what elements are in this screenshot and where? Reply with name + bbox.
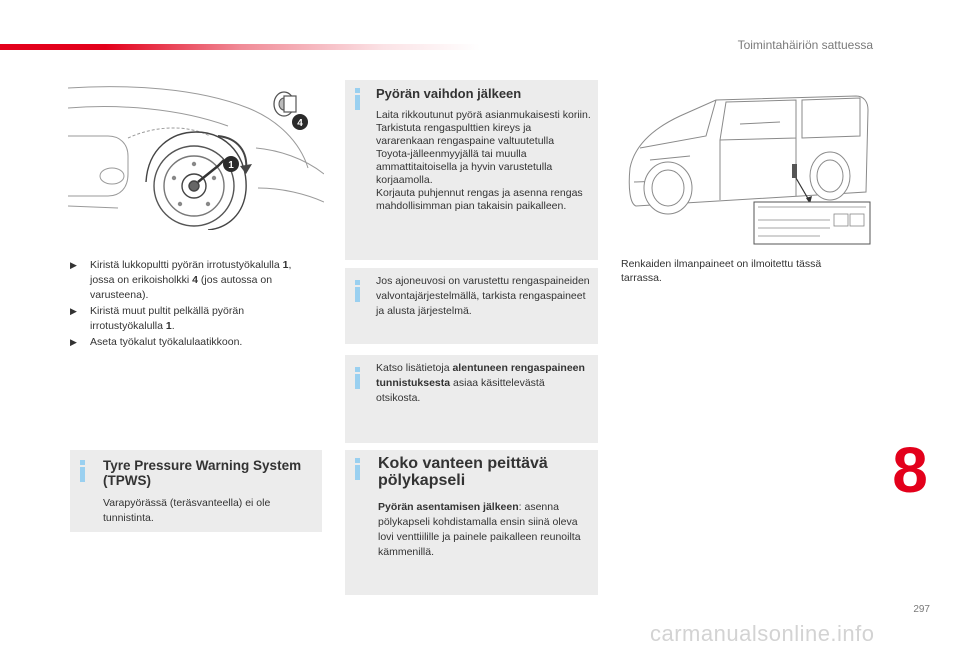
tpws-title: Tyre Pressure Warning System (TPWS) — [103, 458, 302, 488]
tightening-steps — [70, 258, 310, 351]
header-accent-bar — [0, 44, 480, 50]
van-tyre-label-illustration — [620, 88, 872, 246]
tpws-text: Varapyörässä (teräsvanteella) ei ole tunnistinta. — [103, 497, 271, 524]
step-item: ▶ Aseta työkalut työkalulaatikkoon. — [70, 336, 243, 348]
after-change-title: Pyörän vaihdon jälkeen — [376, 86, 522, 101]
see-more-box — [345, 355, 598, 443]
info-icon — [80, 460, 85, 482]
see-more-text: Katso lisätietoja alentuneen rengaspaineen tunnistuksesta asiaa käsittelevästä otsikosta. — [376, 362, 585, 404]
hubcap-text: Pyörän asentamisen jälkeen: asenna pölykapseli kohdistamalla ensin siinä oleva lovi venttiilille ja painele paikalleen reunoilta kämmenillä. — [378, 501, 581, 558]
callout-1: 1 — [228, 160, 234, 171]
wheel-tightening-illustration — [68, 78, 324, 230]
arrow-icon: ▶ — [70, 260, 77, 270]
tpms-note-box — [345, 268, 598, 344]
van-caption: Renkaiden ilmanpaineet on ilmoitettu tässä tarrassa. — [621, 258, 822, 284]
arrow-icon: ▶ — [70, 306, 77, 316]
after-change-box — [345, 80, 598, 260]
info-icon — [355, 280, 360, 302]
callout-4: 4 — [297, 118, 303, 129]
tpms-note-text: Jos ajoneuvosi on varustettu rengaspaineiden valvontajärjestelmällä, tarkista rengaspaineet ja alusta järjestelmä. — [376, 275, 590, 317]
hubcap-box — [345, 450, 598, 595]
watermark: carmanualsonline.info — [650, 621, 875, 646]
chapter-title: Toimintahäiriön sattuessa — [737, 38, 873, 52]
hubcap-title: Koko vanteen peittävä pölykapseli — [378, 455, 548, 489]
after-change-text: Laita rikkoutunut pyörä asianmukaisesti koriin. Tarkistuta rengaspulttien kireys ja vararenkaan rengaspaine valtuutetulla Toyota-jälleenmyyjällä tai muulla ammattitaitoisella ja hyvin varustetulla korjaamolla. Korjauta puhjennut rengas ja asenna rengas mahdollisimman pian takaisin paikalleen. — [376, 109, 591, 212]
tpws-info-box — [70, 450, 322, 532]
info-icon — [355, 88, 360, 110]
arrow-icon: ▶ — [70, 337, 77, 347]
step-item: ▶ Kiristä lukkopultti pyörän irrotustyökalulla 1, jossa on erikoisholkki 4 (jos autossa on varusteena). — [70, 259, 292, 301]
info-icon — [355, 458, 360, 480]
info-icon — [355, 367, 360, 389]
page-number: 297 — [913, 604, 930, 615]
step-item: ▶ Kiristä muut pultit pelkällä pyörän irrotustyökalulla 1. — [70, 305, 245, 332]
chapter-number: 8 — [892, 434, 928, 506]
